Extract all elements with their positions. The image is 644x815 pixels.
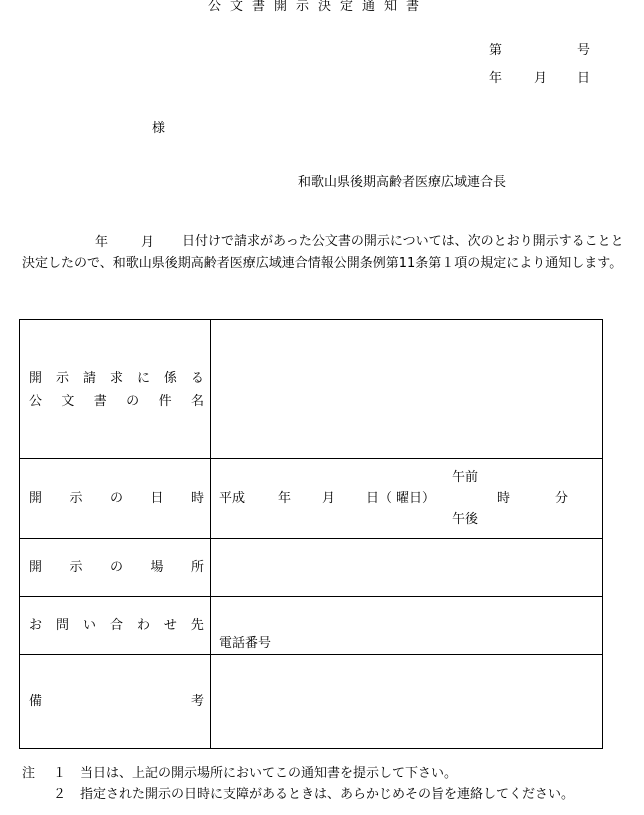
datetime-hour: 時 <box>497 491 511 506</box>
datetime-am: 午前 <box>452 470 479 485</box>
body-year: 年 <box>95 235 109 250</box>
value-document-name[interactable] <box>211 320 603 459</box>
date-day: 日 <box>577 71 591 86</box>
doc-number-prefix: 第 <box>489 43 503 58</box>
label-datetime: 開 示 の 日 時 <box>20 459 211 539</box>
note-num-1: １ <box>53 766 67 781</box>
note-text-1: 当日は、上記の開示場所においてこの通知書を提示して下さい。 <box>80 766 458 781</box>
value-datetime[interactable] <box>211 459 603 539</box>
label-location: 開 示 の 場 所 <box>20 539 211 597</box>
value-contact[interactable] <box>211 597 603 655</box>
disclosure-form-table <box>19 319 603 749</box>
label-document-name <box>20 320 211 459</box>
note-num-2: ２ <box>53 787 67 802</box>
datetime-month: 月 <box>322 491 336 506</box>
datetime-day: 日（ <box>366 491 393 506</box>
row-contact <box>20 597 603 655</box>
recipient-suffix: 様 <box>152 121 166 136</box>
date-year: 年 <box>489 71 503 86</box>
document-title: 公文書開示決定通知書 <box>208 0 429 14</box>
date-month: 月 <box>534 71 548 86</box>
row-remarks <box>20 655 603 749</box>
value-remarks[interactable] <box>211 655 603 749</box>
doc-number-suffix: 号 <box>577 43 591 58</box>
datetime-era: 平成 <box>219 491 246 506</box>
datetime-minute: 分 <box>555 491 569 506</box>
row-document-name <box>20 320 603 459</box>
row-datetime <box>20 459 603 539</box>
notes-head: 注 <box>22 766 36 781</box>
note-item-2 <box>22 784 574 805</box>
datetime-year: 年 <box>278 491 292 506</box>
value-location[interactable] <box>211 539 603 597</box>
label-contact: お 問 い 合 わ せ 先 <box>20 597 211 655</box>
phone-label: 電話番号 <box>219 636 272 651</box>
datetime-pm: 午後 <box>452 512 479 527</box>
label-document-name-line1: 開 示 請 求 に 係 る <box>29 371 204 386</box>
issuer-name: 和歌山県後期高齢者医療広域連合長 <box>298 175 507 190</box>
note-text-2: 指定された開示の日時に支障があるときは、あらかじめその旨を連絡してください。 <box>80 787 575 802</box>
note-item-1 <box>22 763 574 784</box>
notes <box>22 763 574 805</box>
label-document-name-line2: 公 文 書 の 件 名 <box>29 394 204 409</box>
body-text: 日付けで請求があった公文書の開示については、次のとおり開示することと決定したので、和歌山県後期高齢者医療広域連合情報公開条例第11条第１項の規定により通知します。 <box>22 234 624 271</box>
label-remarks: 備 考 <box>20 655 211 749</box>
body-month: 月 <box>141 235 155 250</box>
row-location <box>20 539 603 597</box>
datetime-weekday: 曜日） <box>396 491 436 506</box>
